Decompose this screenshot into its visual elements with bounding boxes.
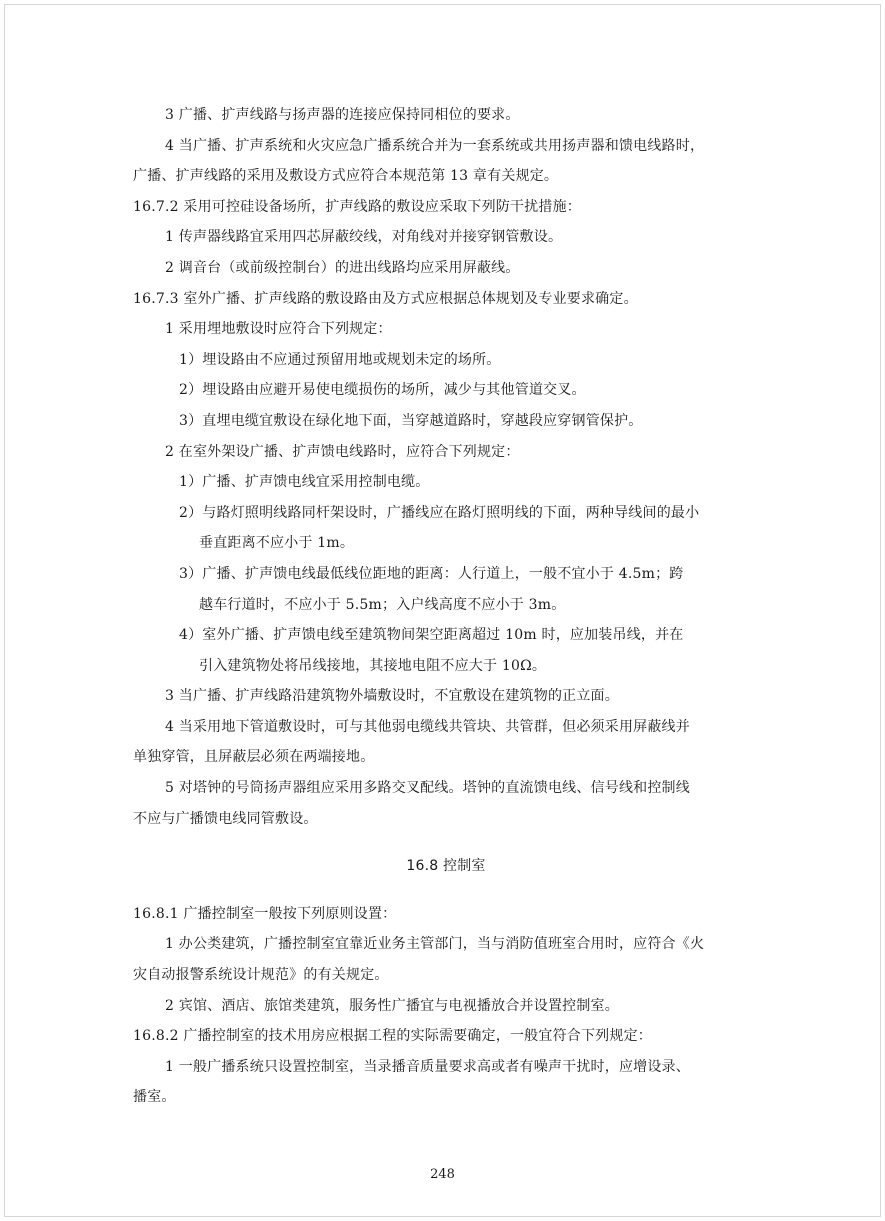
text-line: 单独穿管，且屏蔽层必须在两端接地。 xyxy=(133,749,375,766)
text-line: 引入建筑物处将吊线接地，其接地电阻不应大于 10Ω。 xyxy=(199,657,547,674)
text-line: 广播、扩声线路的采用及敷设方式应符合本规范第 13 章有关规定。 xyxy=(133,168,559,185)
page-number: 248 xyxy=(430,1167,455,1182)
text-line: 2 调音台（或前级控制台）的进出线路均应采用屏蔽线。 xyxy=(165,259,520,276)
text-line: 1 传声器线路宜采用四芯屏蔽绞线，对角线对并接穿钢管敷设。 xyxy=(165,229,563,246)
text-line: 1）广播、扩声馈电线宜采用控制电缆。 xyxy=(179,474,430,491)
text-line: 播室。 xyxy=(133,1089,176,1106)
text-line: 2）埋设路由应避开易使电缆损伤的场所，减少与其他管道交叉。 xyxy=(179,382,586,399)
text-line: 3）广播、扩声馈电线最低线位距地的距离：人行道上，一般不宜小于 4.5m；跨 xyxy=(179,565,684,582)
text-line: 3）直埋电缆宜敷设在绿化地下面，当穿越道路时，穿越段应穿钢管保护。 xyxy=(179,412,643,429)
text-line: 5 对塔钟的号筒扬声器组应采用多路交叉配线。塔钟的直流馈电线、信号线和控制线 xyxy=(165,780,690,797)
clause-16-8-1: 16.8.1 广播控制室一般按下列原则设置： xyxy=(133,905,397,922)
text-line: 灾自动报警系统设计规范》的有关规定。 xyxy=(133,967,389,984)
text-line: 2 在室外架设广播、扩声馈电线路时，应符合下列规定： xyxy=(165,443,520,460)
text-line: 2）与路灯照明线路同杆架设时，广播线应在路灯照明线的下面，两种导线间的最小 xyxy=(179,504,700,521)
document-body xyxy=(133,100,759,1113)
text-line: 1）埋设路由不应通过预留用地或规划未定的场所。 xyxy=(179,351,501,368)
section-heading: 16.8 控制室 xyxy=(406,858,486,875)
text-line: 越车行道时，不应小于 5.5m；入户线高度不应小于 3m。 xyxy=(199,596,566,613)
text-line: 3 当广播、扩声线路沿建筑物外墙敷设时，不宜敷设在建筑物的正立面。 xyxy=(165,688,619,705)
text-line: 1 采用埋地敷设时应符合下列规定： xyxy=(165,321,392,338)
clause-16-8-2: 16.8.2 广播控制室的技术用房应根据工程的实际需要确定，一般宜符合下列规定： xyxy=(133,1028,652,1045)
clause-16-7-3: 16.7.3 室外广播、扩声线路的敷设路由及方式应根据总体规划及专业要求确定。 xyxy=(133,290,638,307)
text-line: 2 宾馆、酒店、旅馆类建筑，服务性广播宜与电视播放合并设置控制室。 xyxy=(165,997,619,1014)
text-line: 1 办公类建筑，广播控制室宜靠近业务主管部门，当与消防值班室合用时，应符合《火 xyxy=(165,936,705,953)
text-line: 4 当采用地下管道敷设时，可与其他弱电缆线共管块、共管群，但必须采用屏蔽线并 xyxy=(165,718,690,735)
text-line: 垂直距离不应小于 1m。 xyxy=(199,535,355,552)
text-line: 不应与广播馈电线同管敷设。 xyxy=(133,810,318,827)
text-line: 3 广播、扩声线路与扬声器的连接应保持同相位的要求。 xyxy=(165,107,520,123)
text-line: 1 一般广播系统只设置控制室，当录播音质量要求高或者有噪声干扰时，应增设录、 xyxy=(165,1058,690,1075)
clause-16-7-2: 16.7.2 采用可控硅设备场所，扩声线路的敷设应采取下列防干扰措施： xyxy=(133,198,581,215)
text-line: 4 当广播、扩声系统和火灾应急广播系统合并为一套系统或共用扬声器和馈电线路时， xyxy=(165,137,705,154)
text-line: 4）室外广播、扩声馈电线至建筑物间架空距离超过 10m 时，应加装吊线，并在 xyxy=(179,627,684,644)
